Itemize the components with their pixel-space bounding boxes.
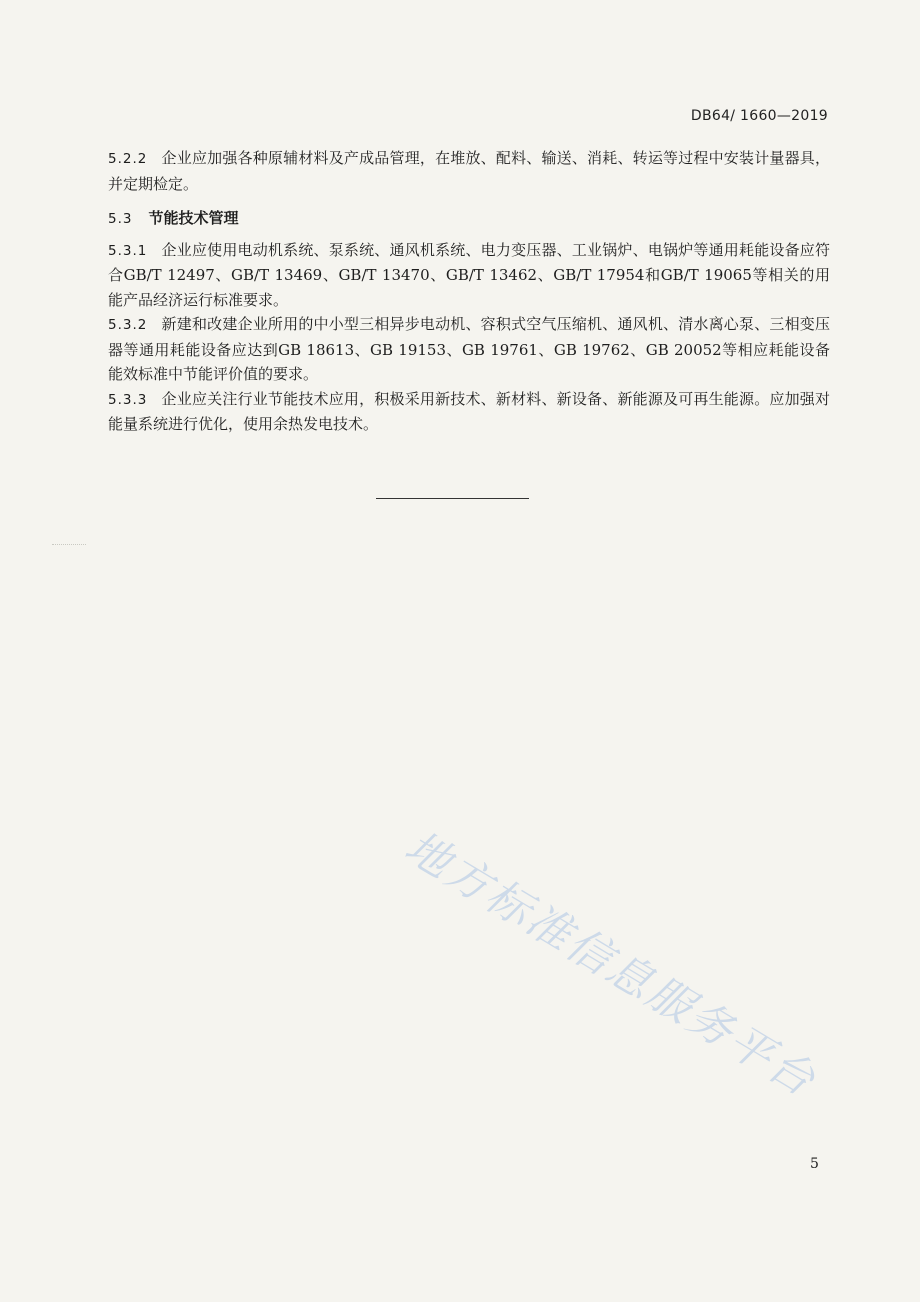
page-number: 5: [810, 1156, 819, 1172]
standard-code: DB64/ 1660—2019: [690, 108, 828, 124]
clause-text: 企业应使用电动机系统、泵系统、通风机系统、电力变压器、工业锅炉、电锅炉等通用耗能设备应符合GB/T 12497、GB/T 13469、GB/T 13470、GB/T 13462、GB/T 17954和GB/T 19065等相关的用能产品经济运行标准要求。: [108, 240, 830, 309]
clause-number: 5.3.2: [108, 317, 148, 333]
section-title: 节能技术管理: [148, 209, 239, 227]
clause-number: 5.2.2: [108, 151, 148, 167]
clause-text: 企业应加强各种原辅材料及产成品管理，在堆放、配料、输送、消耗、转运等过程中安装计量器具，并定期检定。: [108, 149, 830, 193]
clause-number: 5.3.1: [108, 242, 148, 259]
document-body: [108, 146, 830, 437]
clause-5-3-2: [108, 312, 830, 387]
section-number: 5.3: [108, 211, 133, 227]
section-heading-5-3: [108, 206, 830, 232]
end-of-text-rule: [376, 498, 529, 499]
clause-5-3-1: [108, 238, 830, 313]
clause-5-2-2: [108, 146, 830, 196]
watermark: 地方标准信息服务平台: [396, 821, 826, 1108]
clause-number: 5.3.3: [108, 391, 148, 408]
scan-artifact: [52, 544, 86, 545]
clause-text: 企业应关注行业节能技术应用，积极采用新技术、新材料、新设备、新能源及可再生能源。应加强对能量系统进行优化，使用余热发电技术。: [108, 389, 830, 433]
clause-text: 新建和改建企业所用的中小型三相异步电动机、容积式空气压缩机、通风机、清水离心泵、三相变压器等通用耗能设备应达到GB 18613、GB 19153、GB 19761、GB 19762、GB 20052等相应耗能设备能效标准中节能评价值的要求。: [108, 315, 830, 383]
clause-5-3-3: [108, 387, 830, 437]
